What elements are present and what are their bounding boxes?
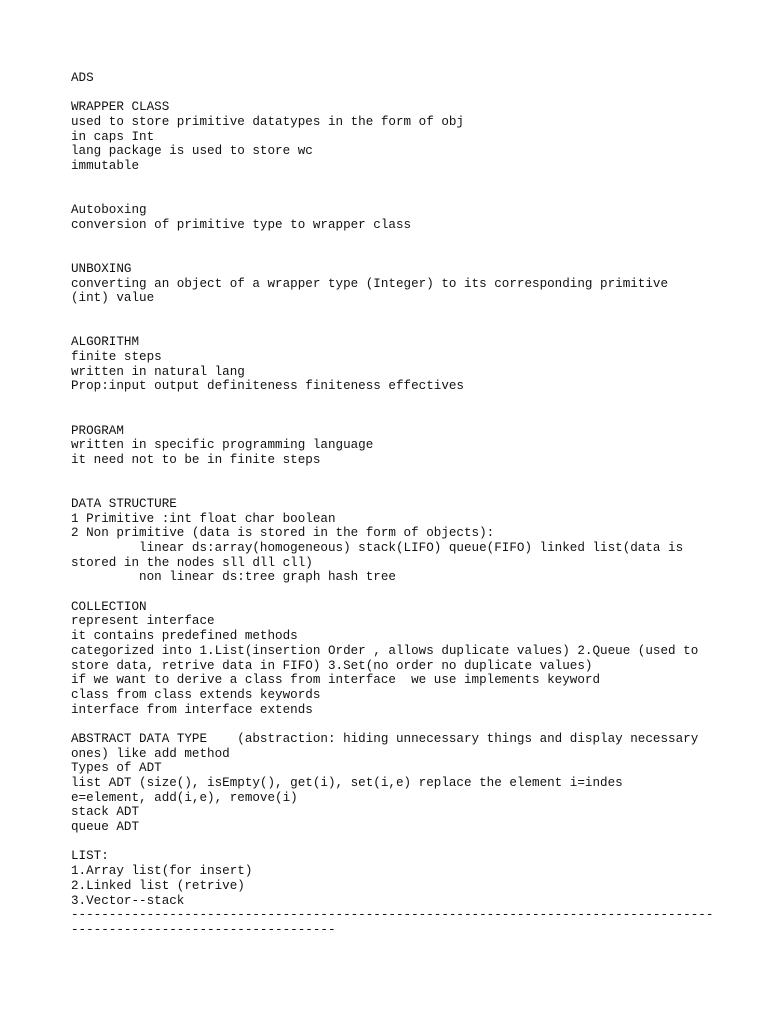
- section-heading-collection: COLLECTION: [71, 599, 147, 614]
- section-heading-autoboxing: Autoboxing: [71, 203, 147, 218]
- section-line: categorized into 1.List(insertion Order , allows duplicate values) 2.Queue (used to: [71, 643, 699, 658]
- section-line: queue ADT: [71, 820, 140, 835]
- section-line: lang package is used to store wc: [71, 144, 313, 159]
- section-line: e=element, add(i,e), remove(i): [71, 790, 298, 805]
- section-line: in caps Int: [71, 129, 155, 144]
- section-line: represent interface: [71, 614, 215, 629]
- section-line: class from class extends keywords: [71, 687, 321, 702]
- section-line: 2.Linked list (retrive): [71, 878, 245, 893]
- section-heading-abstract-data-type: ABSTRACT DATA TYPE (abstraction: hiding unnecessary things and display necessary: [71, 731, 699, 746]
- section-line: 1.Array list(for insert): [71, 864, 253, 879]
- blank-line: [71, 468, 731, 483]
- section-heading-wrapper-class: WRAPPER CLASS: [71, 100, 170, 115]
- blank-line: [71, 86, 731, 101]
- blank-line: [71, 247, 731, 262]
- section-line: 1 Primitive :int float char boolean: [71, 511, 336, 526]
- section-line: interface from interface extends: [71, 702, 313, 717]
- blank-line: [71, 306, 731, 321]
- blank-line: [71, 174, 731, 189]
- blank-line: [71, 233, 731, 248]
- section-line: non linear ds:tree graph hash tree: [71, 570, 396, 585]
- section-heading-program: PROGRAM: [71, 423, 124, 438]
- section-line: stored in the nodes sll dll cll): [71, 555, 313, 570]
- blank-line: [71, 482, 731, 497]
- blank-line: [71, 717, 731, 732]
- section-line: immutable: [71, 159, 140, 174]
- section-line: conversion of primitive type to wrapper class: [71, 217, 412, 232]
- section-line: finite steps: [71, 350, 162, 365]
- section-line: 3.Vector--stack: [71, 893, 185, 908]
- blank-line: [71, 585, 731, 600]
- section-heading-algorithm: ALGORITHM: [71, 335, 140, 350]
- section-heading-list: LIST:: [71, 849, 109, 864]
- section-line: converting an object of a wrapper type (Integer) to its corresponding primitive: [71, 276, 669, 291]
- section-line: if we want to derive a class from interface we use implements keyword: [71, 673, 601, 688]
- section-line: it need not to be in finite steps: [71, 452, 321, 467]
- separator-rule: -------------------------------------------------------------------------------------: [71, 908, 714, 923]
- blank-line: [71, 321, 731, 336]
- document-body: [71, 71, 731, 938]
- section-line: it contains predefined methods: [71, 629, 298, 644]
- section-line: ones) like add method: [71, 746, 230, 761]
- section-line: written in natural lang: [71, 364, 245, 379]
- section-heading-data-structure: DATA STRUCTURE: [71, 496, 177, 511]
- section-line: (int) value: [71, 291, 155, 306]
- section-line: written in specific programming language: [71, 438, 374, 453]
- blank-line: [71, 189, 731, 204]
- section-line: Types of ADT: [71, 761, 162, 776]
- blank-line: [71, 835, 731, 850]
- section-line: store data, retrive data in FIFO) 3.Set(no order no duplicate values): [71, 658, 593, 673]
- separator-rule: -----------------------------------: [71, 922, 336, 937]
- section-line: list ADT (size(), isEmpty(), get(i), set(i,e) replace the element i=indes: [71, 776, 623, 790]
- section-line: Prop:input output definiteness finiteness effectives: [71, 379, 464, 394]
- section-heading-unboxing: UNBOXING: [71, 261, 132, 276]
- section-line: 2 Non primitive (data is stored in the form of objects):: [71, 526, 495, 541]
- blank-line: [71, 394, 731, 409]
- blank-line: [71, 409, 731, 424]
- section-line: linear ds:array(homogeneous) stack(LIFO) queue(FIFO) linked list(data is: [71, 541, 684, 555]
- section-line: used to store primitive datatypes in the form of obj: [71, 115, 464, 130]
- document-title: ADS: [71, 71, 94, 85]
- section-line: stack ADT: [71, 805, 140, 820]
